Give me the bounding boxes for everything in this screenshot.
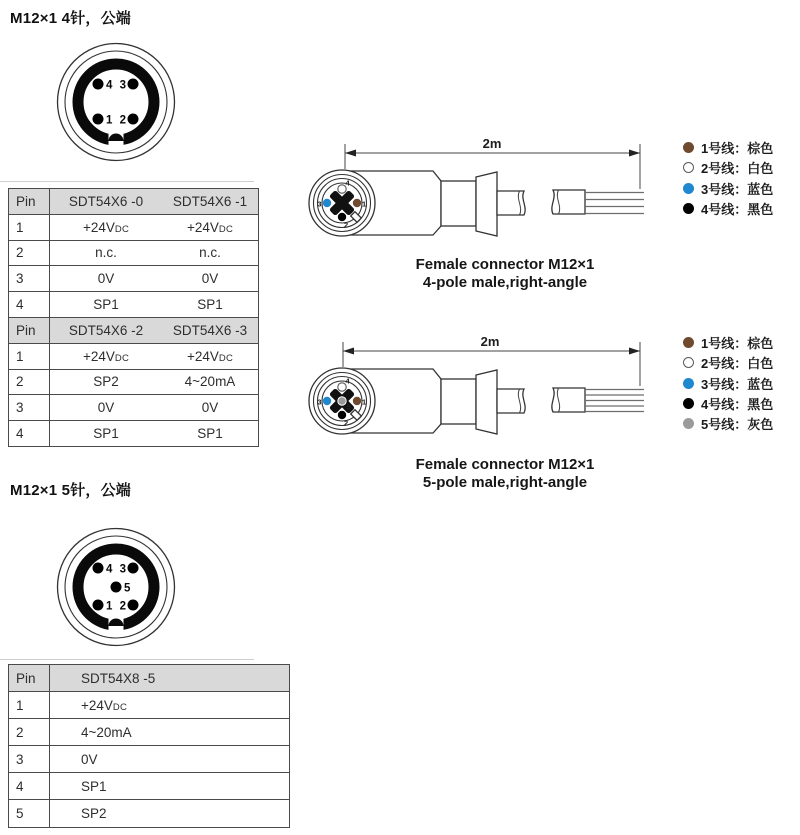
table-row — [9, 343, 259, 369]
wire-color-dot — [683, 142, 694, 153]
legend-item — [683, 375, 773, 392]
table-row — [9, 773, 290, 800]
column-header: Pin — [9, 317, 50, 343]
table-cell: +24VDC — [50, 214, 163, 240]
face-pin4-label: 4 — [345, 376, 350, 386]
table-header-row — [9, 317, 259, 343]
wire-color-dot — [683, 337, 694, 348]
table-cell: 0V — [50, 395, 163, 421]
table-cell: SP1 — [50, 292, 163, 318]
table-cell: SP2 — [50, 800, 290, 827]
column-header: SDT54X6 -0 — [50, 189, 163, 215]
caption-5pole-line2: 5-pole male,right-angle — [422, 474, 588, 491]
wire-color-dot — [683, 418, 694, 429]
wire-color-legend-5 — [683, 334, 773, 435]
table-cell: SP1 — [162, 292, 259, 318]
pin1-dot — [93, 600, 104, 611]
face-pin2-label: 2 — [344, 220, 349, 230]
caption-4pole — [355, 256, 655, 292]
dim-arrow-left — [343, 348, 354, 355]
table-cell: 0V — [162, 266, 259, 292]
wire-color-legend-4 — [683, 139, 773, 220]
legend-item — [683, 334, 773, 351]
table-header-row — [9, 665, 290, 692]
dim-label: 2m — [480, 334, 500, 349]
strain-relief — [476, 370, 497, 434]
wire-color-dot — [683, 162, 694, 173]
pin2-dot — [128, 114, 139, 125]
pin3-label: 3 — [119, 563, 126, 576]
table-row — [9, 214, 259, 240]
pin1-label: 1 — [106, 600, 113, 613]
table-cell: n.c. — [162, 240, 259, 266]
table-cell: SP1 — [50, 421, 163, 447]
section-title-4pin: M12×1 4针，公端 — [10, 10, 131, 27]
pin3-dot-blue — [323, 199, 331, 207]
column-header: Pin — [9, 189, 50, 215]
table-cell: 2 — [9, 240, 50, 266]
pin1-label: 1 — [106, 114, 113, 127]
legend-item — [683, 395, 773, 412]
table-header-row — [9, 189, 259, 215]
table-cell: 4~20mA — [50, 719, 290, 746]
connector-neck — [441, 181, 476, 226]
pin3-dot — [128, 563, 139, 574]
face-pin4-label: 4 — [345, 178, 350, 188]
table-cell: 4 — [9, 421, 50, 447]
wire-color-dot — [683, 183, 694, 194]
cable-drawing-5pole — [300, 331, 650, 443]
caption-5pole — [355, 456, 655, 492]
pin4-label: 4 — [106, 563, 113, 576]
wire-color-dot — [683, 203, 694, 214]
table-cell: 1 — [9, 692, 50, 719]
table-cell: +24VDC — [162, 343, 259, 369]
wire-color-dot — [683, 378, 694, 389]
section-title-5pin: M12×1 5针，公端 — [10, 482, 131, 499]
pin1-dot — [93, 114, 104, 125]
wire-color-dot — [683, 357, 694, 368]
pin4-dot — [93, 563, 104, 574]
pin1-dot-brown — [353, 199, 361, 207]
table-row — [9, 369, 259, 395]
table-cell: +24VDC — [50, 343, 163, 369]
column-header: SDT54X6 -1 — [162, 189, 259, 215]
caption-5pole-line1: Female connector M12×1 — [415, 456, 595, 473]
wire-color-label: 5号线：灰色 — [701, 417, 774, 433]
pin2-label: 2 — [119, 114, 126, 127]
table-cell: 0V — [162, 395, 259, 421]
table-cell: n.c. — [50, 240, 163, 266]
wire-color-label: 3号线：蓝色 — [701, 181, 774, 197]
legend-item — [683, 139, 773, 156]
table-row — [9, 395, 259, 421]
table-cell: 1 — [9, 343, 50, 369]
wire-color-label: 1号线：棕色 — [701, 141, 774, 156]
table-row — [9, 719, 290, 746]
table-cell: SP1 — [50, 773, 290, 800]
wire-color-label: 4号线：黑色 — [701, 396, 774, 412]
table-cell: SP1 — [162, 421, 259, 447]
table-cell: +24VDC — [50, 692, 290, 719]
pin2-dot — [128, 600, 139, 611]
dim-arrow-right — [629, 348, 640, 355]
table-cell: 4~20mA — [162, 369, 259, 395]
pin3-label: 3 — [119, 79, 126, 92]
divider-line — [0, 181, 254, 182]
table-cell: 3 — [9, 395, 50, 421]
cable-drawing-4pole — [300, 133, 650, 245]
table-row — [9, 421, 259, 447]
table-cell: 0V — [50, 266, 163, 292]
table-row — [9, 266, 259, 292]
dim-arrow-right — [629, 150, 640, 157]
column-header: SDT54X6 -2 — [50, 317, 163, 343]
cable-segment-2 — [552, 190, 585, 214]
pin5-label: 5 — [124, 582, 131, 595]
table-row — [9, 746, 290, 773]
table-cell: 5 — [9, 800, 50, 827]
pin4-dot — [93, 79, 104, 90]
column-header: SDT54X6 -3 — [162, 317, 259, 343]
face-pin5-label: 5 — [346, 402, 351, 412]
cable-segment-2 — [552, 388, 585, 412]
strain-relief — [476, 172, 497, 236]
wire-color-label: 1号线：棕色 — [701, 336, 774, 351]
face-pin2-label: 2 — [344, 418, 349, 428]
connector-neck — [441, 379, 476, 424]
face-pin3-label: 3 — [317, 199, 322, 209]
table-cell: 3 — [9, 266, 50, 292]
table-cell: 4 — [9, 773, 50, 800]
pin4-label: 4 — [106, 79, 113, 92]
table-cell: 4 — [9, 292, 50, 318]
connector-face-5pin-diagram — [56, 527, 176, 647]
table-cell: 0V — [50, 746, 290, 773]
table-cell: 3 — [9, 746, 50, 773]
pinout-table-sdt54x6 — [8, 188, 259, 447]
table-cell: 2 — [9, 369, 50, 395]
wire-color-label: 4号线：黑色 — [701, 201, 774, 217]
wire-color-label: 3号线：蓝色 — [701, 376, 774, 392]
pinout-table-sdt54x8 — [8, 664, 290, 828]
pin3-dot — [128, 79, 139, 90]
column-header: SDT54X8 -5 — [50, 665, 290, 692]
pin1-dot-brown — [353, 397, 361, 405]
face-pin3-label: 3 — [317, 397, 322, 407]
table-row — [9, 800, 290, 827]
legend-item — [683, 200, 773, 217]
column-header: Pin — [9, 665, 50, 692]
legend-item — [683, 354, 773, 371]
pin2-label: 2 — [119, 600, 126, 613]
legend-item — [683, 159, 773, 176]
wire-color-dot — [683, 398, 694, 409]
table-cell: SP2 — [50, 369, 163, 395]
caption-4pole-line1: Female connector M12×1 — [415, 256, 595, 273]
table-cell: 1 — [9, 214, 50, 240]
caption-4pole-line2: 4-pole male,right-angle — [422, 274, 588, 291]
face-pin1-label: 1 — [362, 199, 367, 209]
wire-color-label: 2号线：白色 — [701, 356, 774, 372]
table-row — [9, 292, 259, 318]
dim-arrow-left — [345, 150, 356, 157]
wire-color-label: 2号线：白色 — [701, 161, 774, 177]
pin5-dot — [111, 582, 122, 593]
table-row — [9, 240, 259, 266]
table-row — [9, 692, 290, 719]
divider-line — [0, 659, 254, 660]
face-pin1-label: 1 — [362, 397, 367, 407]
legend-item — [683, 180, 773, 197]
dim-label: 2m — [482, 136, 502, 151]
table-cell: +24VDC — [162, 214, 259, 240]
connector-face-4pin-diagram — [56, 42, 176, 162]
pin3-dot-blue — [323, 397, 331, 405]
pin5-dot-gray — [338, 397, 346, 405]
table-cell: 2 — [9, 719, 50, 746]
legend-item — [683, 415, 773, 432]
